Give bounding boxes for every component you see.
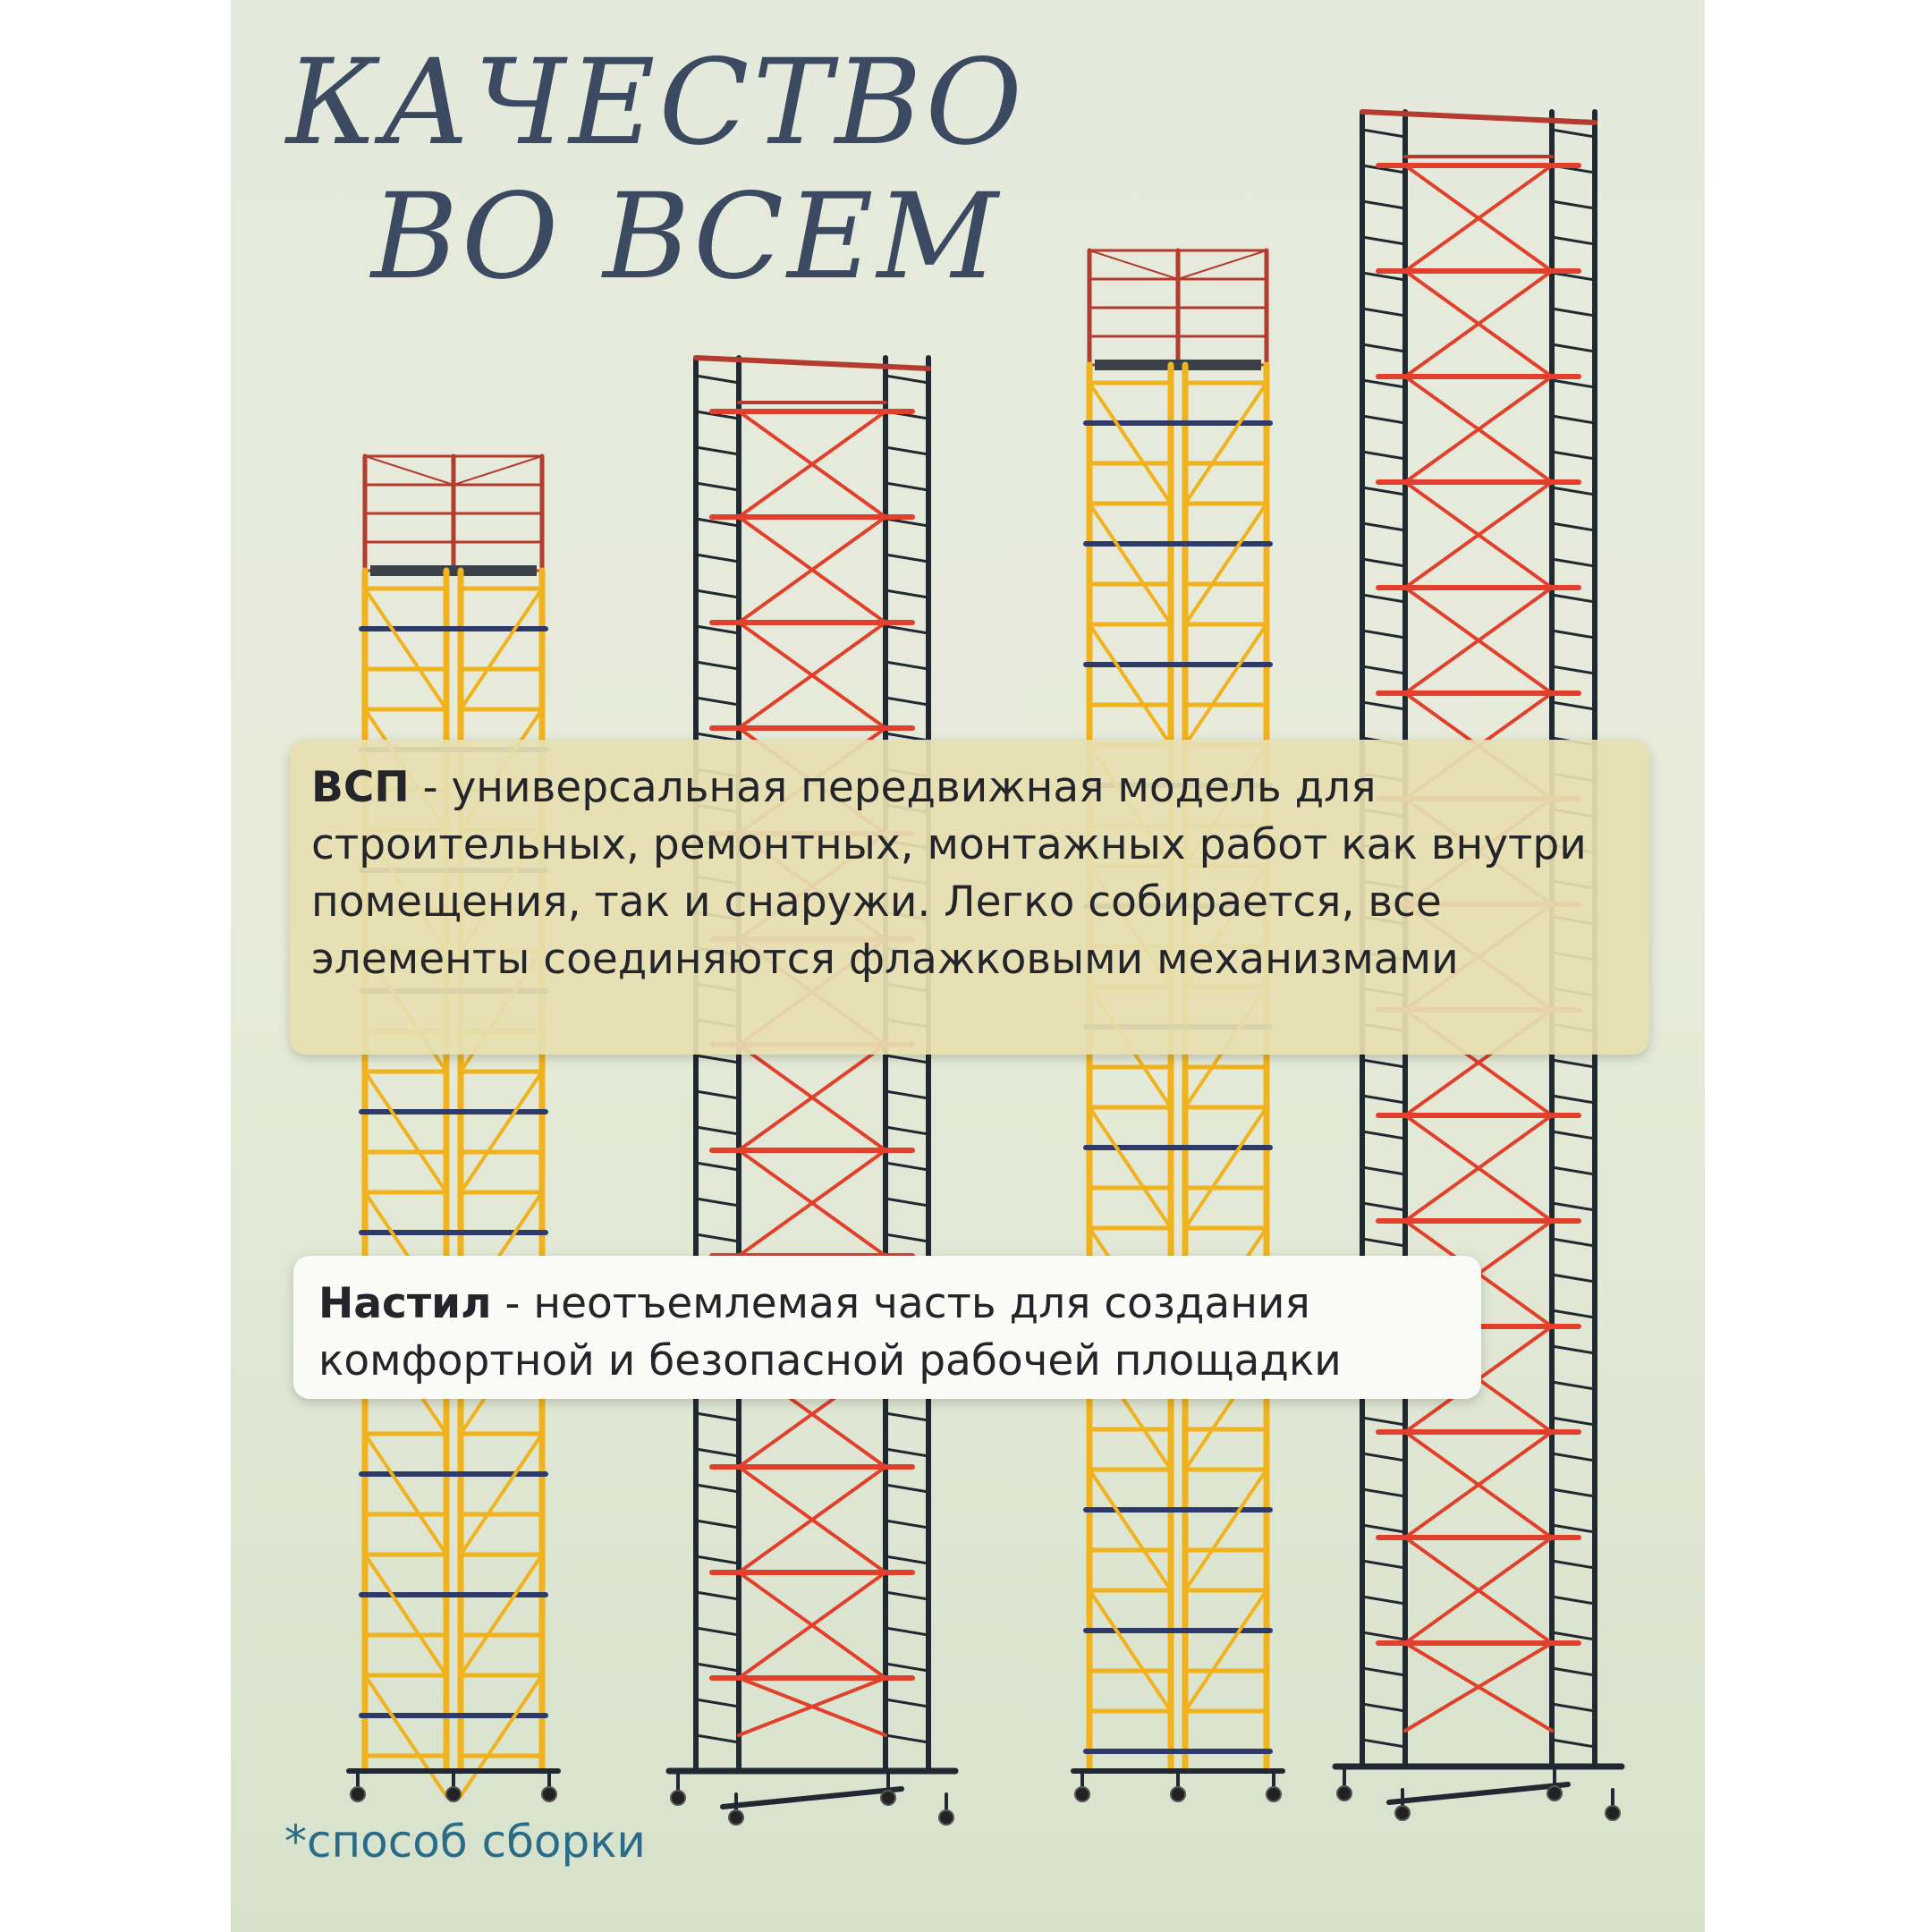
headline-line-2: ВО ВСЕМ <box>371 168 1002 306</box>
vsp-description <box>311 759 1635 988</box>
nastil-description-card <box>293 1256 1481 1399</box>
vsp-term: ВСП <box>311 763 410 812</box>
nastil-term: Настил <box>318 1279 492 1328</box>
scaffold-frame-medium <box>669 358 955 1825</box>
scaffold-vsp-short <box>349 456 558 1801</box>
vsp-description-card <box>290 740 1649 1055</box>
vsp-text: - универсальная передвижная модель для строительных, ремонтных, монтажных работ как внутри помещения, так и снаружи. Легко собирается, все элементы соединяются флажковыми механизмами <box>311 763 1587 984</box>
headline-line-1: КАЧЕСТВО <box>286 34 1026 172</box>
headline <box>286 36 1026 304</box>
assembly-footnote: *способ сборки <box>284 1816 646 1868</box>
product-panel <box>231 0 1705 1932</box>
nastil-description <box>318 1275 1472 1390</box>
nastil-text: - неотъемлемая часть для создания комфортной и безопасной рабочей площадки <box>318 1279 1342 1385</box>
